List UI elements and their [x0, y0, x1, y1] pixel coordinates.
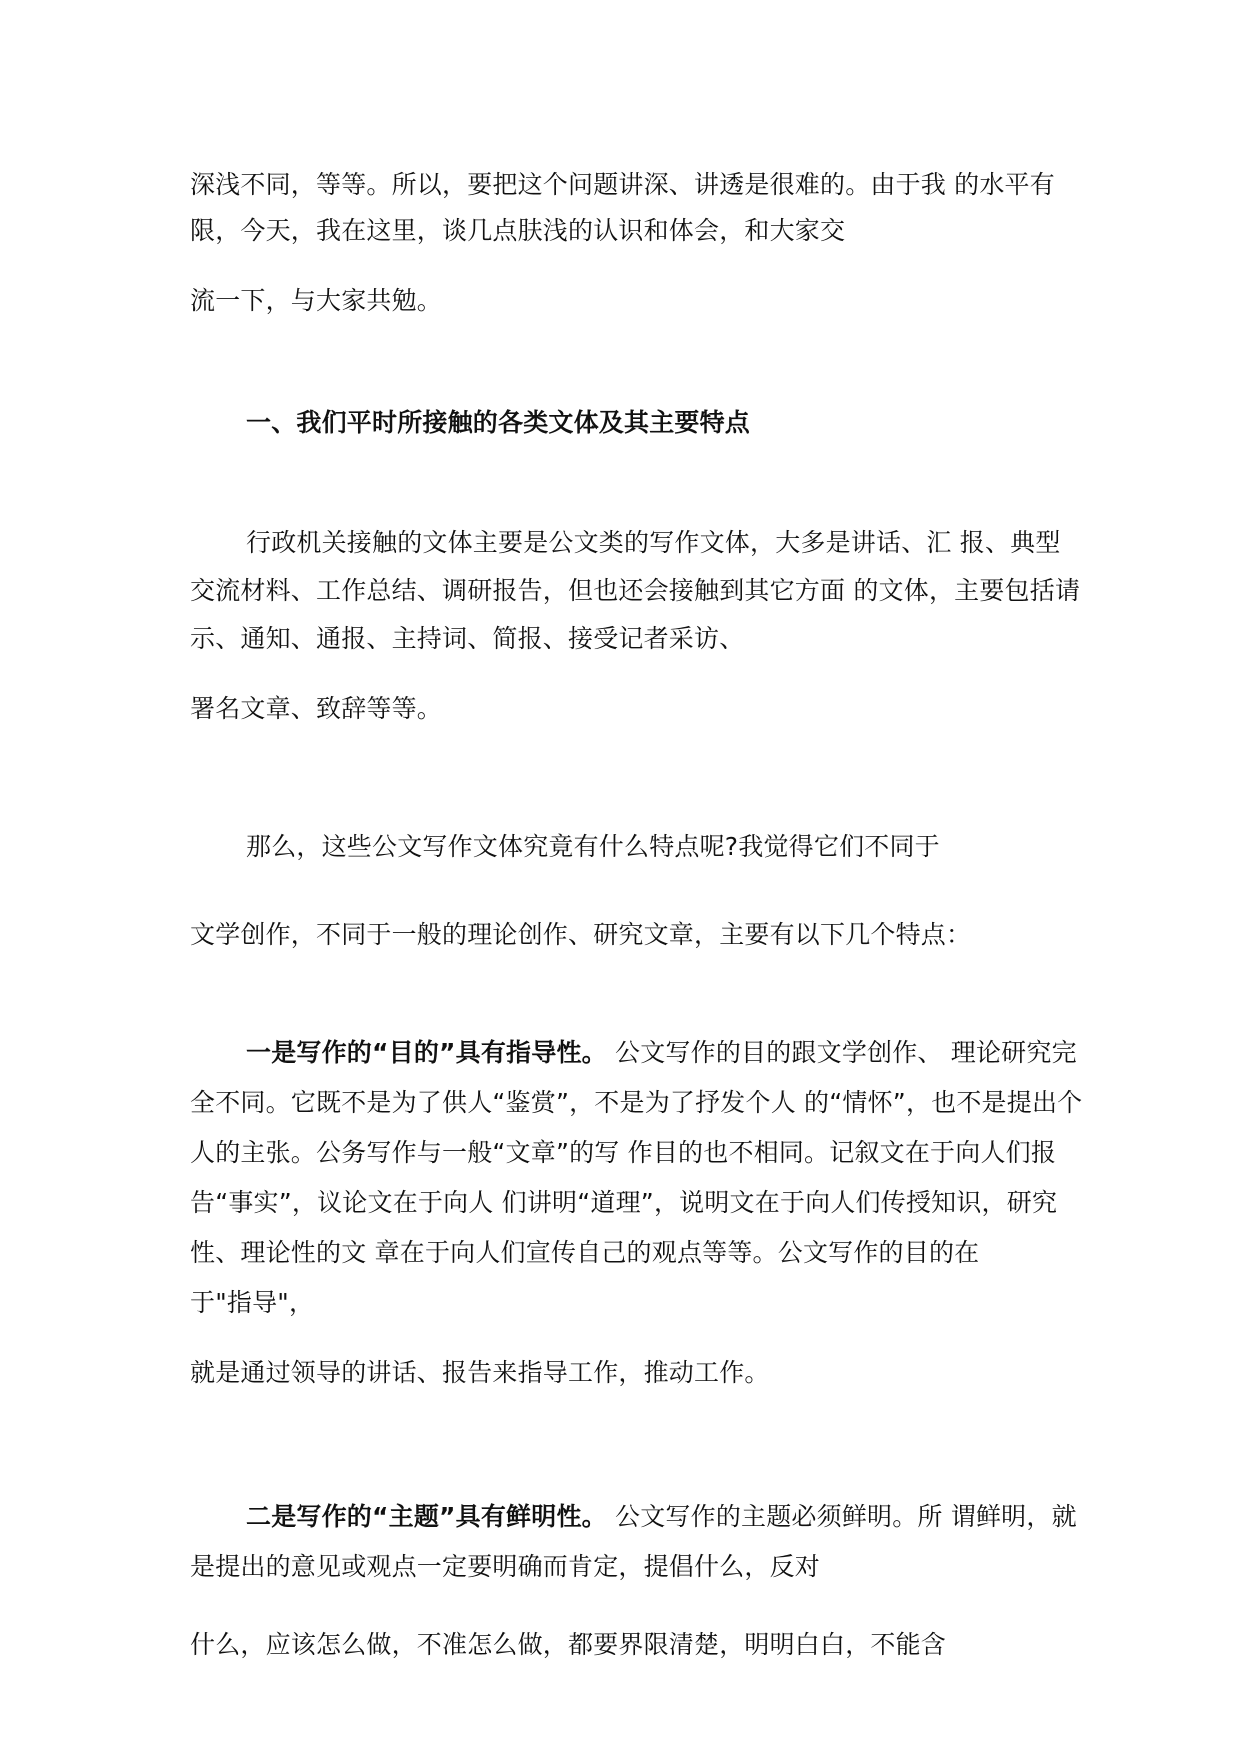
- paragraph-line: 深浅不同，等等。所以，要把这个问题讲深、讲透是很难的。由于我 的水平有: [190, 170, 1055, 199]
- paragraph-line: 全不同。它既不是为了供人“鉴赏”，不是为了抒发个人 的“情怀”，也不是提出个: [190, 1088, 1083, 1117]
- paragraph-line: 什么，应该怎么做，不准怎么做，都要界限清楚，明明白白，不能含: [190, 1630, 947, 1659]
- paragraph-line: 署名文章、致辞等等。: [190, 694, 443, 723]
- paragraph-line: 于"指导"，: [190, 1288, 315, 1317]
- paragraph-line: 行政机关接触的文体主要是公文类的写作文体，大多是讲话、汇 报、典型: [246, 528, 1061, 557]
- paragraph-line: 人的主张。公务写作与一般“文章”的写 作目的也不相同。记叙文在于向人们报: [190, 1138, 1057, 1167]
- point-2-text: 公文写作的主题必须鲜明。所 谓鲜明，就: [606, 1502, 1077, 1531]
- point-1-line: [246, 1040, 1077, 1065]
- paragraph-line: 是提出的意见或观点一定要明确而肯定，提倡什么，反对: [190, 1552, 821, 1581]
- point-1-text: 公文写作的目的跟文学创作、 理论研究完: [606, 1038, 1077, 1067]
- paragraph-line: 流一下，与大家共勉。: [190, 286, 443, 315]
- paragraph-line: 性、理论性的文 章在于向人们宣传自己的观点等等。公文写作的目的在: [190, 1238, 980, 1267]
- paragraph-line: 那么，这些公文写作文体究竟有什么特点呢?我觉得它们不同于: [246, 832, 940, 861]
- paragraph-line: 告“事实”，议论文在于向人 们讲明“道理”，说明文在于向人们传授知识，研究: [190, 1188, 1058, 1217]
- paragraph-line: 交流材料、工作总结、调研报告，但也还会接触到其它方面 的文体，主要包括请: [190, 576, 1081, 605]
- point-2-line: [246, 1504, 1077, 1529]
- paragraph-line: 就是通过领导的讲话、报告来指导工作，推动工作。: [190, 1358, 770, 1387]
- paragraph-line: 文学创作，不同于一般的理论创作、研究文章，主要有以下几个特点：: [190, 920, 972, 949]
- paragraph-line: 示、通知、通报、主持词、简报、接受记者采访、: [190, 624, 745, 653]
- point-1-lead: 一是写作的“目的”具有指导性。: [246, 1038, 607, 1067]
- point-2-lead: 二是写作的“主题”具有鲜明性。: [246, 1502, 607, 1531]
- paragraph-line: 限，今天，我在这里，谈几点肤浅的认识和体会，和大家交: [190, 216, 846, 245]
- section-heading: 一、我们平时所接触的各类文体及其主要特点: [246, 408, 751, 437]
